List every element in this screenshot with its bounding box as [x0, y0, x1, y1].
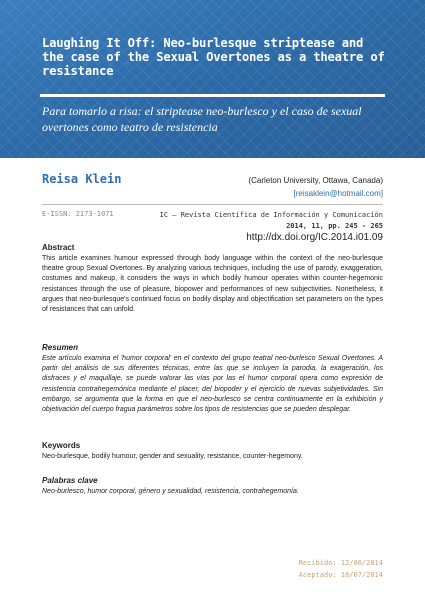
- resumen-heading: Resumen: [42, 343, 79, 352]
- accepted-date: Aceptado: 18/07/2014: [298, 571, 383, 579]
- palabras-heading: Palabras clave: [42, 476, 98, 485]
- resumen-section: [42, 343, 383, 415]
- keywords-heading: Keywords: [42, 441, 81, 450]
- submission-dates: [299, 557, 383, 581]
- doi-link[interactable]: http://dx.doi.org/IC.2014.i01.09: [246, 232, 383, 243]
- journal-name: IC – Revista Científica de Información y Comunicación: [159, 211, 383, 219]
- palabras-section: [42, 476, 383, 497]
- author-affiliation-block: [248, 174, 383, 200]
- title-divider: [40, 94, 385, 97]
- volume-pages: 2014, 11, pp. 245 - 265: [286, 222, 383, 230]
- meta-divider: [42, 204, 383, 205]
- palabras-text: Neo-burlesco, humor corporal, género y sexualidad, resistencia, contrahegemonía.: [42, 488, 299, 495]
- keywords-section: [42, 441, 383, 462]
- issn: E-ISSN: 2173-1071: [42, 210, 114, 218]
- received-date: Recibido: 12/06/2014: [298, 559, 383, 567]
- keywords-text: Neo-burlesque, bodily humour, gender and sexuality, resistance, counter-hegemony.: [42, 453, 303, 460]
- header-banner: [0, 0, 425, 158]
- abstract-text: This article examines humour expressed through body language within the context of the neo-burlesque theatre group Sexual Overtones. By analyzing various techniques, including the use of parody, exaggeration, costumes and makeup, it considers the ways in which bodily humour operates within counter-hegemonic resistances through the use of pleasure, biopower and performances of new subjectivities. Nonetheless, it argues that neo-burlesque's continued focus on bodily display and objectification set parameters on the types of resistances that can unfold.: [42, 255, 383, 314]
- author-email[interactable]: [reisaklein@hotmail.com]: [293, 189, 383, 198]
- resumen-text: Este artículo examina el 'humor corporal' en el contexto del grupo teatral neo-burlesco Sexual Overtones. A partir del análisis de sus diferentes técnicas, entre las que se incluyen la parodia, la exageración, los disfraces y el maquillaje, se puede valorar las vías por las el humor corporal opera como expresión de resistencia contrahegemónica mediante el placer, del biopoder y el ejercicio de nuevas subjetividades. Sin embargo, se argumenta que la forma en que el neo-burlesco se centra continuamente en la exhibición y objetivación del cuerpo fragua parámetros sobre los tipos de resistencias que se pueden desplegar.: [42, 355, 383, 414]
- abstract-heading: Abstract: [42, 243, 75, 252]
- author-affiliation: (Carleton University, Ottawa, Canada): [248, 176, 383, 185]
- abstract-section: [42, 243, 383, 315]
- article-subtitle: Para tomarlo a risa: el striptease neo-burlesco y el caso de sexual overtones como teatro de resistencia: [42, 104, 362, 134]
- journal-info: [160, 210, 383, 244]
- author-name: Reisa Klein: [42, 172, 122, 186]
- article-title: Laughing It Off: Neo-burlesque striptease and the case of the Sexual Overtones as a theatre of resistance: [42, 36, 385, 78]
